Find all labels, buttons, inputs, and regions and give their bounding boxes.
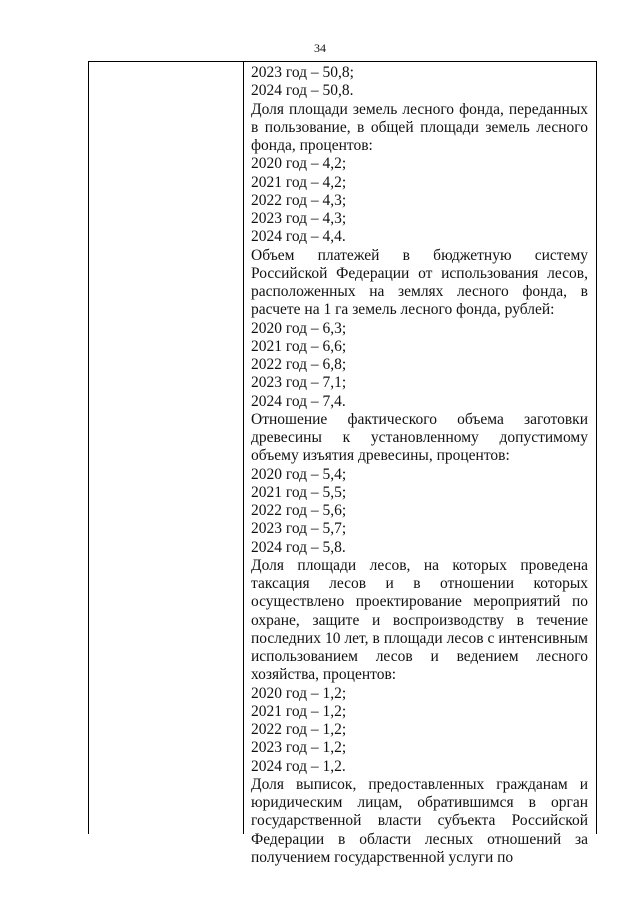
- year-value-line: 2023 год – 1,2;: [251, 739, 347, 757]
- page-number: 34: [314, 41, 326, 55]
- year-value-line: 2024 год – 7,4.: [251, 392, 346, 410]
- year-value-line: 2023 год – 50,8;: [251, 64, 354, 81]
- indicator-heading-budget-payments: Объем платежей в бюджетную систему Российской Федерации от использования лесов, расположенных на землях лесного фонда, в расчете на 1 га земель лесного фонда, рублей:: [251, 246, 588, 319]
- year-value-line: 2023 год – 5,7;: [251, 520, 347, 538]
- year-value-line: 2020 год – 6,3;: [251, 319, 347, 337]
- year-value-line: 2023 год – 7,1;: [251, 374, 347, 392]
- indicators-table: [88, 61, 597, 866]
- year-value-line: 2022 год – 1,2;: [251, 721, 347, 738]
- indicator-heading-forest-fund-share: Доля площади земель лесного фонда, переданных в пользование, в общей площади земель лесного фонда, процентов:: [251, 100, 588, 154]
- indicator-heading-forest-taxation: Доля площади лесов, на которых проведена таксация лесов и в отношении которых осуществлено проектирование мероприятий по охране, защите и воспроизводству в течение последних 10 лет, в площади лесов с интенсивным использованием лесов и ведением лесного хозяйства, процентов:: [251, 556, 588, 684]
- year-value-line: 2024 год – 5,8.: [251, 538, 346, 556]
- year-value-line: 2020 год – 5,4;: [251, 465, 347, 483]
- year-value-line: 2022 год – 5,6;: [251, 502, 347, 519]
- table-left-cell: [89, 62, 244, 834]
- year-value-line: 2021 год – 4,2;: [251, 173, 347, 191]
- year-value-line: 2023 год – 4,3;: [251, 210, 347, 227]
- year-value-line: 2024 год – 4,4.: [251, 228, 346, 246]
- year-value-line: 2020 год – 4,2;: [251, 155, 347, 173]
- indicator-heading-extracts-share: Доля выписок, предоставленных гражданам и юридическим лицам, обратившимся в орган государственной власти субъекта Российской Федерации в области лесных отношений за получением государственной услуги по: [251, 775, 588, 866]
- table-right-cell: [244, 64, 597, 867]
- year-value-line: 2021 год – 6,6;: [251, 337, 347, 355]
- year-value-line: 2024 год – 1,2.: [251, 757, 346, 775]
- year-value-line: 2022 год – 4,3;: [251, 191, 347, 209]
- year-value-line: 2020 год – 1,2;: [251, 684, 347, 702]
- indicator-heading-timber-harvest: Отношение фактического объема заготовки древесины к установленному допустимому объему изъятия древесины, процентов:: [251, 410, 588, 465]
- year-value-line: 2024 год – 50,8.: [251, 82, 354, 100]
- year-value-line: 2021 год – 5,5;: [251, 483, 347, 501]
- year-value-line: 2021 год – 1,2;: [251, 702, 347, 720]
- year-value-line: 2022 год – 6,8;: [251, 356, 347, 373]
